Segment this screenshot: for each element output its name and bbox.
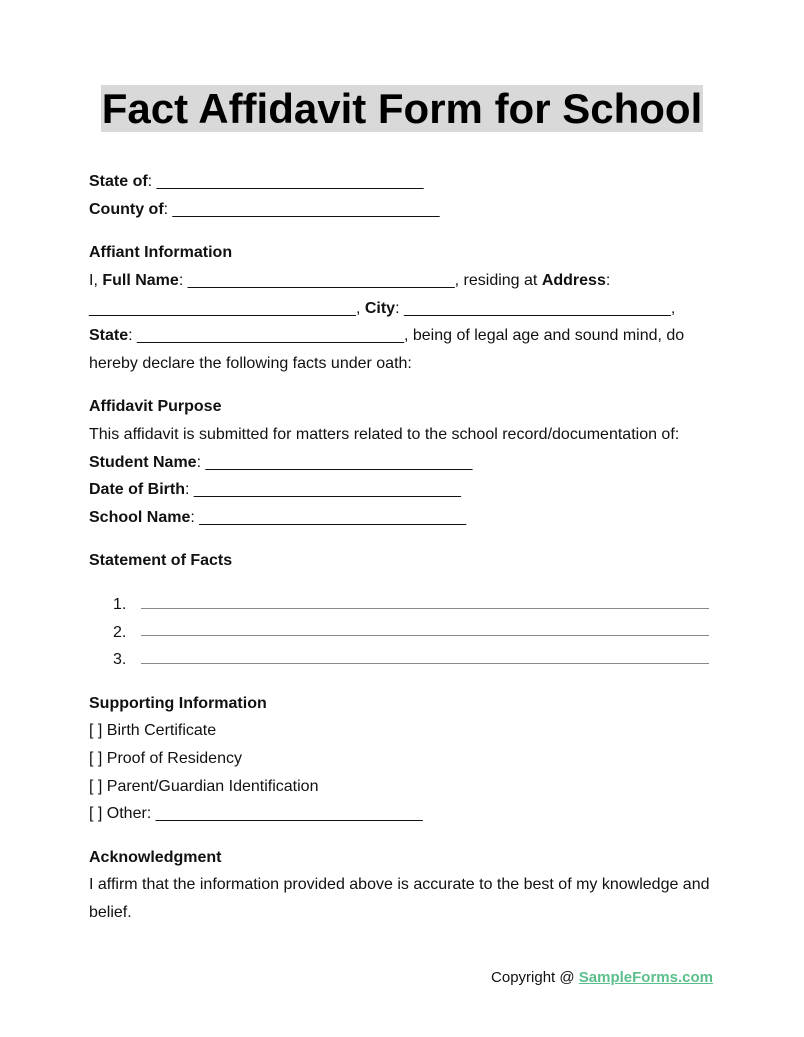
supporting-heading: Supporting Information	[89, 695, 267, 712]
address-blank[interactable]: ______________________________	[89, 300, 356, 317]
state-blank[interactable]: ______________________________	[137, 327, 404, 344]
title-wrapper	[0, 85, 804, 132]
declaration-text-1: , being of legal age and sound mind, do	[403, 327, 685, 344]
copyright-prefix: Copyright @	[491, 969, 579, 986]
supporting-item-guardian-id[interactable]: [ ] Parent/Guardian Identification	[89, 778, 319, 795]
full-name-blank[interactable]: ______________________________	[187, 272, 455, 289]
city-blank[interactable]: ______________________________	[403, 300, 671, 317]
school-name-line: School Name: ______________________________	[89, 509, 467, 526]
dob-blank[interactable]: ______________________________	[193, 481, 461, 498]
affiant-heading: Affiant Information	[89, 244, 233, 261]
fact-line-1[interactable]	[141, 608, 709, 609]
dob-label: Date of Birth	[89, 481, 185, 498]
other-label: [ ] Other:	[89, 805, 156, 822]
county-of-line: County of: ______________________________	[89, 201, 440, 218]
acknowledgment-text-1: I affirm that the information provided above is accurate to the best of my knowledge and	[89, 876, 710, 893]
acknowledgment-heading: Acknowledgment	[89, 849, 222, 866]
address-label: Address	[541, 272, 606, 289]
state-label: State	[89, 327, 129, 344]
other-blank[interactable]: ______________________________	[155, 805, 423, 822]
facts-heading: Statement of Facts	[89, 552, 233, 569]
affiant-prefix: I,	[89, 272, 103, 289]
fact-number-1: 1.	[113, 596, 127, 613]
acknowledgment-text-2: belief.	[89, 904, 132, 921]
fact-line-3[interactable]	[141, 663, 709, 664]
school-name-label: School Name	[89, 509, 191, 526]
city-label: City	[364, 300, 396, 317]
state-of-blank[interactable]: ______________________________	[156, 173, 424, 190]
fact-number-2: 2.	[113, 624, 127, 641]
state-of-line: State of: ______________________________	[89, 173, 424, 190]
residing-at-text: , residing at	[454, 272, 542, 289]
supporting-item-birth-certificate[interactable]: [ ] Birth Certificate	[89, 722, 217, 739]
student-name-label: Student Name	[89, 454, 197, 471]
copyright	[491, 968, 713, 988]
state-of-label: State of	[89, 173, 148, 190]
student-name-line: Student Name: ______________________________	[89, 454, 473, 471]
fact-number-3: 3.	[113, 651, 127, 668]
supporting-item-other[interactable]	[89, 804, 423, 824]
affiant-line-1: I, Full Name: ______________________________, residing at Address:	[89, 272, 611, 289]
county-of-label: County of	[89, 201, 164, 218]
fact-line-2[interactable]	[141, 635, 709, 636]
full-name-label: Full Name	[102, 272, 179, 289]
purpose-heading: Affidavit Purpose	[89, 398, 222, 415]
student-name-blank[interactable]: ______________________________	[205, 454, 473, 471]
school-name-blank[interactable]: ______________________________	[199, 509, 467, 526]
declaration-text-2: hereby declare the following facts under oath:	[89, 355, 412, 372]
brand-link[interactable]: SampleForms.com	[578, 969, 713, 986]
page-title: Fact Affidavit Form for School	[101, 85, 703, 132]
supporting-item-proof-of-residency[interactable]: [ ] Proof of Residency	[89, 750, 242, 767]
purpose-intro: This affidavit is submitted for matters related to the school record/documentation of:	[89, 426, 680, 443]
affiant-line-3: State: ______________________________, being of legal age and sound mind, do	[89, 327, 685, 344]
dob-line: Date of Birth: ______________________________	[89, 481, 461, 498]
affiant-line-2: ______________________________, City: ______________________________,	[89, 300, 676, 317]
county-of-blank[interactable]: ______________________________	[172, 201, 440, 218]
